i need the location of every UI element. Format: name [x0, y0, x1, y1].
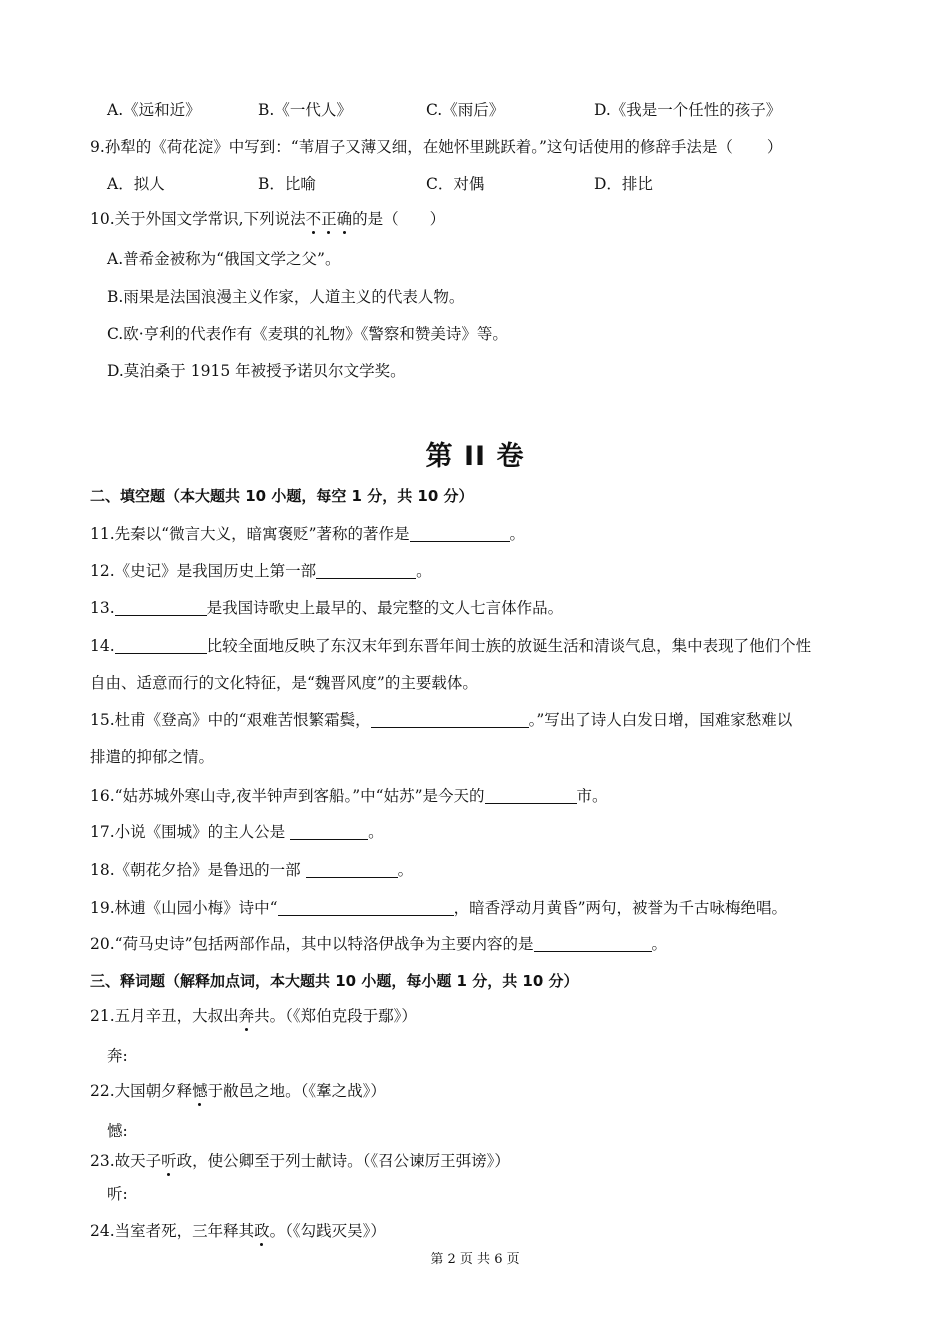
q24-text-end: 。（《勾践灭吴》）: [269, 1222, 386, 1240]
q21-dotted-word: 奔: [238, 1007, 255, 1025]
q9-stem-close: ）: [766, 138, 783, 156]
q17-blank: [290, 823, 368, 840]
q22-answer-label: 憾:: [107, 1122, 128, 1140]
q22-text-end: 于敝邑之地。（《鞌之战》）: [207, 1082, 386, 1100]
q20: [90, 934, 667, 954]
q10-stem: [90, 209, 445, 229]
q10-emphasis: [306, 210, 353, 228]
q22: [90, 1081, 386, 1101]
q16: [90, 786, 608, 806]
q10-emphasis-char: 正: [321, 210, 337, 228]
q15-text-end: 。”写出了诗人白发日增，国难家愁难以: [528, 711, 793, 729]
q9-option-d: D．排比: [594, 175, 653, 193]
part2-title: 第 II 卷: [425, 441, 525, 472]
q19-text: 19.林逋《山园小梅》诗中“: [90, 899, 278, 917]
q13-blank: [115, 599, 207, 616]
q19: [90, 898, 787, 918]
q14-line2: 自由、适意而行的文化特征，是“魏晋风度”的主要载体。: [90, 674, 478, 692]
q18-end: 。: [397, 861, 414, 879]
q13: [90, 598, 563, 618]
q21-text: 21.五月辛丑，大叔出: [90, 1007, 239, 1025]
q21-answer-label: 奔:: [107, 1047, 128, 1065]
q8-option-c: C.《雨后》: [426, 101, 505, 119]
q24: [90, 1221, 386, 1241]
section2-heading: 二、填空题（本大题共 10 小题，每空 1 分，共 10 分）: [90, 487, 474, 505]
q8-option-d: D.《我是一个任性的孩子》: [594, 101, 782, 119]
q21-text-end: 共。（《郑伯克段于鄢》）: [254, 1007, 417, 1025]
q11: [90, 524, 525, 544]
section3-heading: 三、释词题（解释加点词，本大题共 10 小题，每小题 1 分，共 10 分）: [90, 972, 579, 990]
q9-option-a: A．拟人: [107, 175, 165, 193]
q18: [90, 860, 413, 880]
q9-option-c: C．对偶: [426, 175, 485, 193]
q10-emphasis-char: 确: [336, 210, 353, 228]
q13-text: 是我国诗歌史上最早的、最完整的文人七言体作品。: [206, 599, 564, 617]
q16-text: 16.“姑苏城外寒山寺,夜半钟声到客船。”中“姑苏”是今天的: [90, 787, 485, 805]
q9-stem: [90, 137, 782, 157]
q15-blank: [371, 711, 529, 728]
q19-text-end: ，暗香浮动月黄昏”两句，被誉为千古咏梅绝唱。: [453, 899, 788, 917]
q12-blank: [316, 562, 416, 579]
q10-option-c: C.欧·亨利的代表作有《麦琪的礼物》《警察和赞美诗》等。: [107, 325, 508, 343]
q8-option-b: B.《一代人》: [258, 101, 352, 119]
q17: [90, 822, 384, 842]
q20-text: 20.“荷马史诗”包括两部作品，其中以特洛伊战争为主要内容的是: [90, 935, 534, 953]
q9-option-b: B．比喻: [258, 175, 316, 193]
q15-line2: 排遣的抑郁之情。: [90, 748, 215, 766]
q16-end: 市。: [576, 787, 608, 805]
q12-end: 。: [416, 562, 432, 580]
q19-blank: [278, 899, 454, 916]
q15-text: 15.杜甫《登高》中的“艰难苦恨繁霜鬓，: [90, 711, 371, 729]
q12-text: 12.《史记》是我国历史上第一部: [90, 562, 317, 580]
q8-option-a: A.《远和近》: [107, 101, 201, 119]
q16-blank: [485, 787, 577, 804]
q10-option-a: A.普希金被称为“俄国文学之父”。: [107, 250, 341, 268]
q17-text: 17.小说《围城》的主人公是: [90, 823, 291, 841]
q11-end: 。: [509, 525, 526, 543]
q17-end: 。: [368, 823, 384, 841]
q12: [90, 561, 432, 581]
q11-blank: [410, 525, 510, 542]
q24-dotted-word: 政: [254, 1222, 270, 1240]
q20-end: 。: [651, 935, 668, 953]
q23-dotted-word: 听: [161, 1152, 177, 1170]
q18-text: 18.《朝花夕拾》是鲁迅的一部: [90, 861, 306, 879]
q18-blank: [306, 861, 398, 878]
q22-text: 22.大国朝夕释: [90, 1082, 193, 1100]
q21: [90, 1006, 417, 1026]
page-footer: 第 2 页 共 6 页: [430, 1252, 520, 1267]
q10-emphasis-char: 不: [305, 210, 322, 228]
q10-option-b: B.雨果是法国浪漫主义作家，人道主义的代表人物。: [107, 288, 465, 306]
q10-stem-end: 的是（ ）: [352, 210, 446, 228]
q20-blank: [534, 935, 652, 952]
q14-num: 14.: [90, 637, 115, 655]
q23-text: 23.故天子: [90, 1152, 162, 1170]
q15-line1: [90, 710, 792, 730]
q23-text-end: 政，使公卿至于列士献诗。（《召公谏厉王弭谤》）: [176, 1152, 510, 1170]
q22-dotted-word: 憾: [192, 1082, 208, 1100]
q11-text: 11.先秦以“微言大义，暗寓褒贬”著称的著作是: [90, 525, 410, 543]
q14-text: 比较全面地反映了东汉末年到东晋年间士族的放诞生活和清谈气息，集中表现了他们个性: [206, 637, 812, 655]
q10-option-d: D.莫泊桑于 1915 年被授予诺贝尔文学奖。: [107, 362, 406, 380]
q14-blank: [115, 637, 207, 654]
q13-num: 13.: [90, 599, 115, 617]
q23: [90, 1151, 510, 1171]
q10-stem-start: 10.关于外国文学常识,下列说法: [90, 210, 306, 228]
q9-stem-text: 9.孙犁的《荷花淀》中写到：“苇眉子又薄又细，在她怀里跳跃着。”这句话使用的修辞手法是（: [90, 138, 733, 156]
q14-line1: [90, 636, 811, 656]
q24-text: 24.当室者死，三年释其: [90, 1222, 255, 1240]
q23-answer-label: 听:: [107, 1185, 128, 1203]
